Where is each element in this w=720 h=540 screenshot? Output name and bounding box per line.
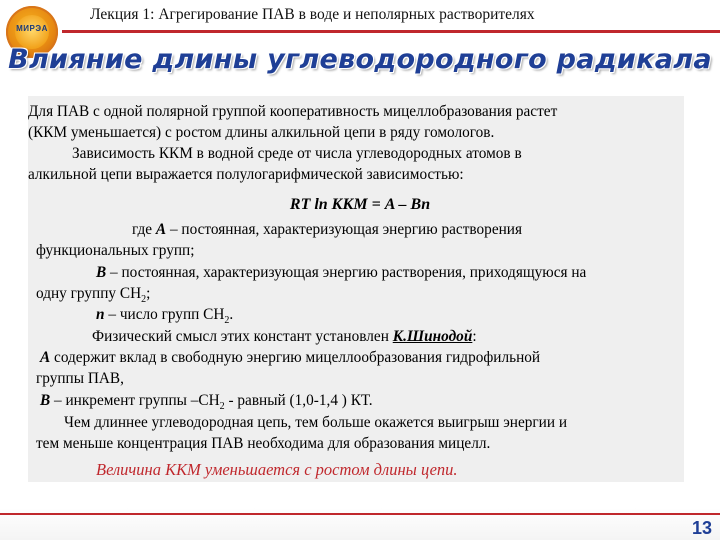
text: – инкремент группы –СН	[50, 392, 220, 409]
text: - равный (1,0-1,4 ) КТ.	[224, 392, 373, 409]
symbol-a: А	[155, 221, 167, 238]
paragraph-line: Зависимость ККМ в водной среде от числа углеводородных атомов в	[72, 145, 522, 162]
paragraph-line: (ККМ уменьшается) с ростом длины алкильной цепи в ряду гомологов.	[28, 124, 495, 141]
symbol-b: В	[40, 392, 51, 409]
paragraph-line: Чем длиннее углеводородная цепь, тем больше окажется выигрыш энергии и	[64, 414, 568, 431]
physical-meaning-line	[92, 326, 477, 347]
footer-divider	[0, 513, 720, 515]
symbol-b: В	[96, 264, 107, 281]
text: Физический смысл этих констант установлен	[92, 328, 393, 345]
paragraph-line: алкильной цепи выражается полулогарифмической зависимостью:	[28, 166, 464, 183]
paragraph-line: тем меньше концентрация ПАВ необходима для образования мицелл.	[36, 435, 491, 452]
symbol-a: А	[40, 349, 51, 366]
text: – число групп СН	[104, 306, 225, 323]
lecture-title: Лекция 1: Агрегирование ПАВ в воде и неполярных растворителях	[90, 6, 535, 23]
paragraph-line: Для ПАВ с одной полярной группой кооперативность мицеллобразования растет	[28, 103, 558, 120]
text: – постоянная, характеризующая энергию растворения, приходящуюся на	[106, 264, 587, 281]
definition-a-line	[132, 219, 522, 240]
subscript: 2	[219, 401, 225, 413]
text: .	[229, 306, 234, 323]
text: :	[472, 328, 477, 345]
text: одну группу СН	[36, 285, 142, 302]
logo-text: МИРЭА	[16, 24, 48, 33]
symbol-n: n	[96, 306, 105, 323]
definition-b-line	[96, 262, 586, 283]
conclusion: Величина ККМ уменьшается с ростом длины цепи.	[96, 460, 458, 479]
text: где	[132, 221, 156, 238]
subscript: 2	[141, 294, 147, 306]
subscript: 2	[224, 315, 230, 327]
formula: RT ln ККМ = A – Bn	[289, 196, 431, 213]
page-number: 13	[691, 518, 712, 538]
definition-a-line: функциональных групп;	[36, 242, 195, 259]
meaning-a-line	[40, 347, 540, 368]
text: ;	[146, 285, 151, 302]
text: содержит вклад в свободную энергию мицеллообразования гидрофильной	[50, 349, 541, 366]
author-name: К.Шинодой	[392, 328, 473, 345]
text: – постоянная, характеризующая энергию растворения	[166, 221, 523, 238]
slide-title: Влияние длины углеводородного радикала	[8, 44, 712, 75]
meaning-a-line: группы ПАВ,	[36, 370, 124, 387]
header-divider	[62, 30, 720, 33]
